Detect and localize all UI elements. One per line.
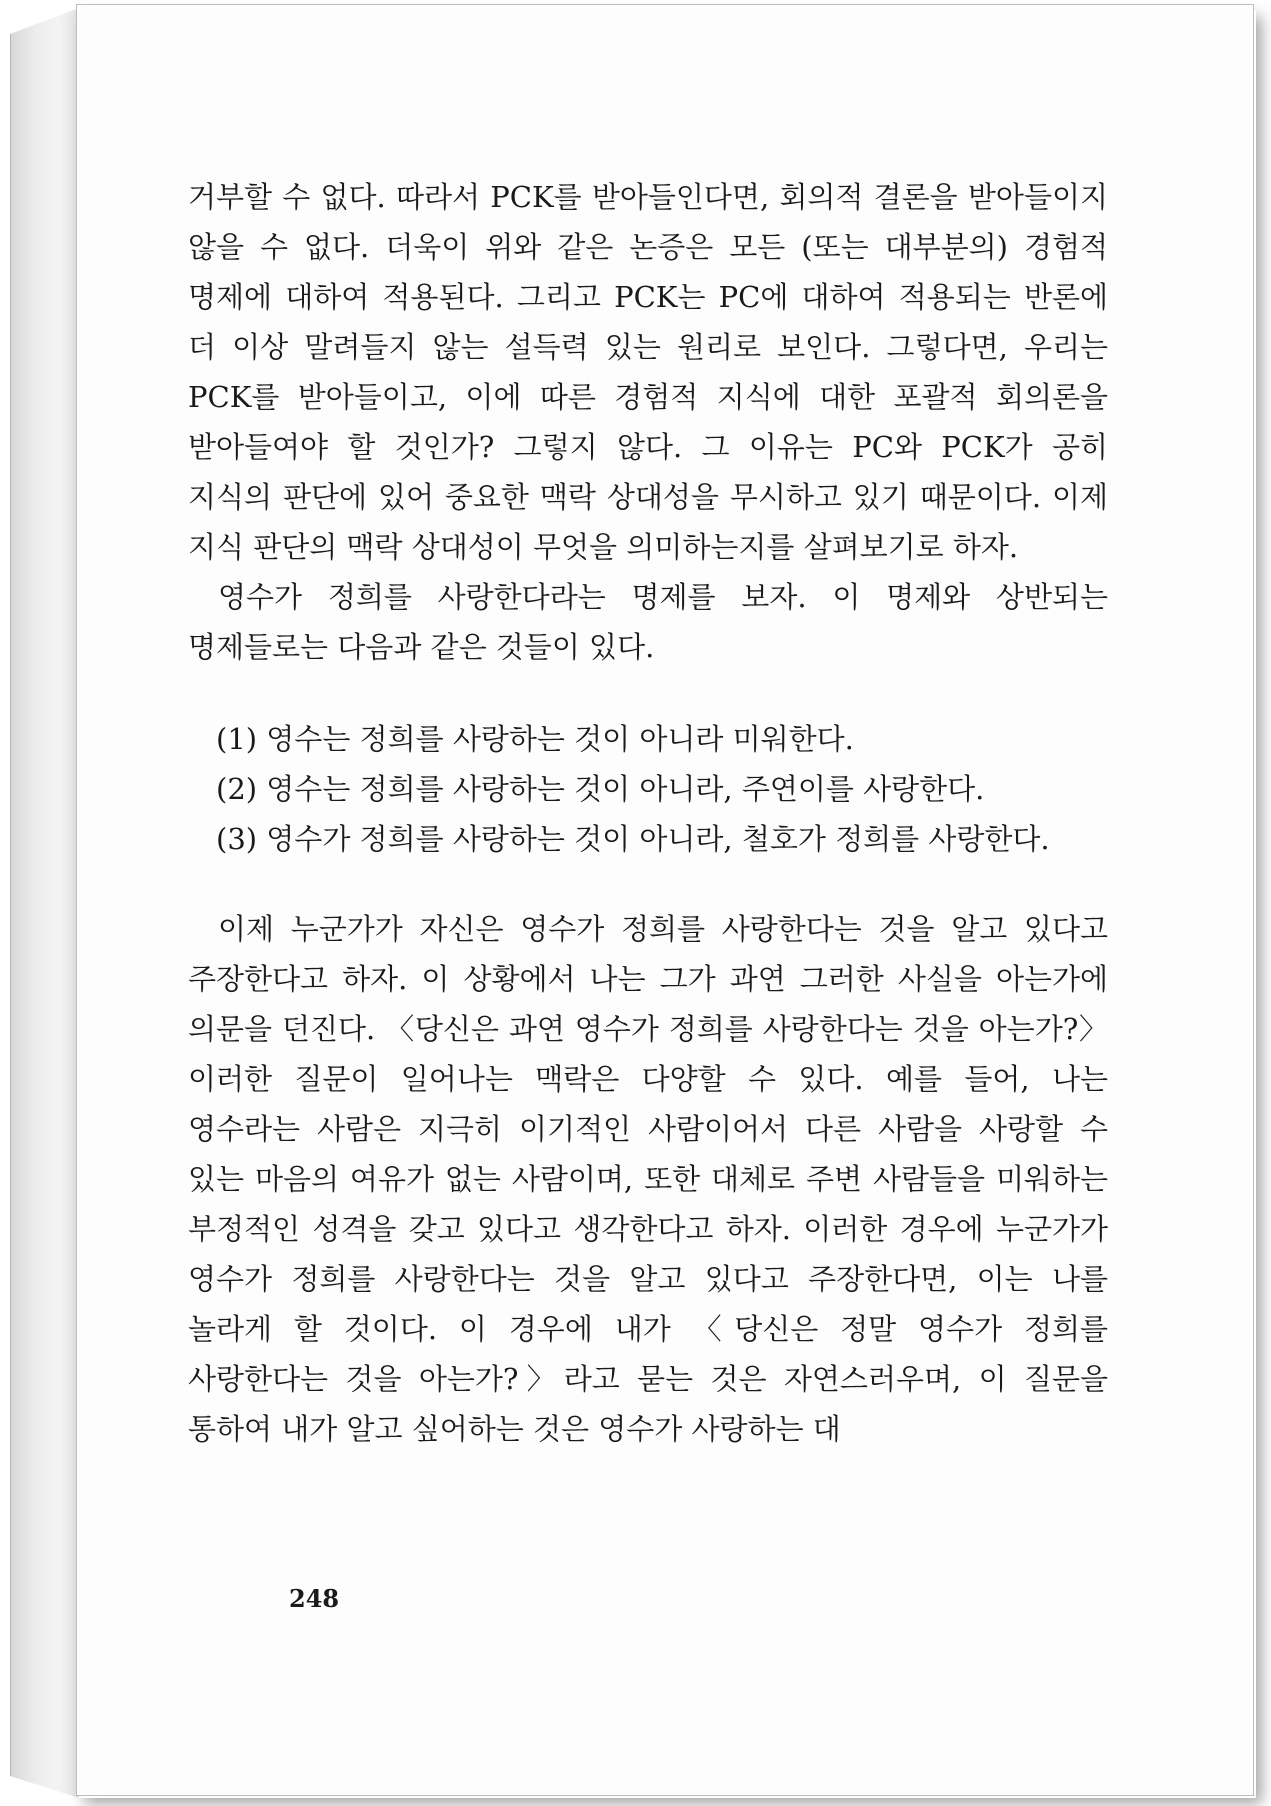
example-list bbox=[188, 714, 1108, 864]
list-item: (1) 영수는 정희를 사랑하는 것이 아니라 미워한다. bbox=[216, 722, 854, 756]
book-edge bbox=[10, 8, 79, 1798]
list-item: (2) 영수는 정희를 사랑하는 것이 아니라, 주연이를 사랑한다. bbox=[216, 772, 985, 806]
page-number: 248 bbox=[289, 1584, 340, 1613]
paragraph-3: 이제 누군가가 자신은 영수가 정희를 사랑한다는 것을 알고 있다고 주장한다고 하자. 이 상황에서 나는 그가 과연 그러한 사실을 아는가에 의문을 던진다. 〈당신은 과연 영수가 정희를 사랑한다는 것을 아는가?〉 이러한 질문이 일어나는 맥락은 다양할 수 있다. 예를 들어, 나는 영수라는 사람은 지극히 이기적인 사람이어서 다른 사람을 사랑할 수 있는 마음의 여유가 없는 사람이며, 또한 대체로 주변 사람들을 미워하는 부정적인 성격을 갖고 있다고 생각한다고 하자. 이러한 경우에 누군가가 영수가 정희를 사랑한다는 것을 알고 있다고 주장한다면, 이는 나를 놀라게 할 것이다. 이 경우에 내가 〈당신은 정말 영수가 정희를 사랑한다는 것을 아는가?〉라고 묻는 것은 자연스러우며, 이 질문을 통하여 내가 알고 싶어하는 것은 영수가 사랑하는 대 bbox=[188, 912, 1108, 1446]
page-body bbox=[188, 172, 1108, 1454]
paragraph-1: 거부할 수 없다. 따라서 PCK를 받아들인다면, 회의적 결론을 받아들이지 않을 수 없다. 더욱이 위와 같은 논증은 모든 (또는 대부분의) 경험적 명제에 대하여 적용된다. 그리고 PCK는 PC에 대하여 적용되는 반론에 더 이상 말려들지 않는 설득력 있는 원리로 보인다. 그렇다면, 우리는 PCK를 받아들이고, 이에 따른 경험적 지식에 대한 포괄적 회의론을 받아들여야 할 것인가? 그렇지 않다. 그 이유는 PC와 PCK가 공히 지식의 판단에 있어 중요한 맥락 상대성을 무시하고 있기 때문이다. 이제 지식 판단의 맥락 상대성이 무엇을 의미하는지를 살펴보기로 하자. bbox=[188, 180, 1108, 564]
paragraph-2: 영수가 정희를 사랑한다라는 명제를 보자. 이 명제와 상반되는 명제들로는 다음과 같은 것들이 있다. bbox=[188, 580, 1108, 664]
list-item: (3) 영수가 정희를 사랑하는 것이 아니라, 철호가 정희를 사랑한다. bbox=[216, 822, 1050, 856]
